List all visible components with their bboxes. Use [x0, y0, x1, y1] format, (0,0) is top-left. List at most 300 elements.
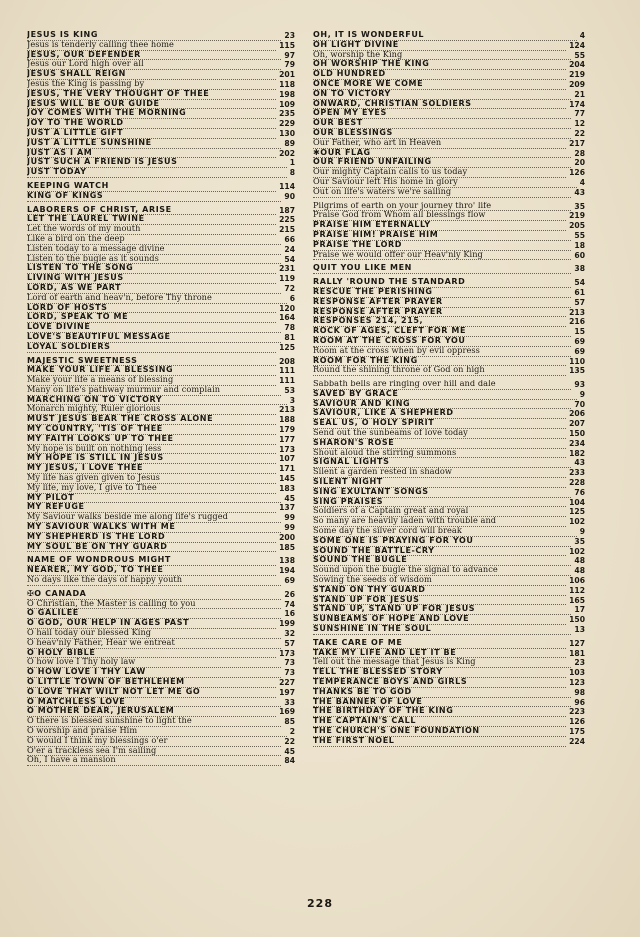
entry-page: 66: [284, 234, 295, 244]
entry-page: 183: [279, 483, 295, 493]
entry-page: 24: [284, 244, 295, 254]
entry-title: LOYAL SOLDIERS: [27, 343, 276, 353]
entry-title: SAVIOUR AND KING: [313, 400, 571, 410]
entry-page: 171: [279, 464, 295, 474]
index-entry: [27, 80, 295, 90]
index-entry: [313, 668, 585, 678]
entry-page: 215: [279, 225, 295, 235]
entry-title: JESUS IS KING: [27, 31, 281, 41]
entry-page: 69: [574, 336, 585, 346]
entry-page: 206: [569, 409, 585, 419]
index-entry: [313, 605, 585, 615]
index-entry: [27, 688, 295, 698]
entry-title: JOY COMES WITH THE MORNING: [27, 109, 276, 119]
entry-title: Listen today to a message divine: [27, 245, 281, 255]
index-entry: [27, 425, 295, 435]
entry-title: MY FAITH LOOKS UP TO THEE: [27, 435, 276, 445]
entry-page: 48: [574, 556, 585, 566]
entry-page: 219: [569, 70, 585, 80]
entry-title: O'er a trackless sea I'm sailing: [27, 747, 281, 757]
entry-title: LORD, AS WE PART: [27, 284, 281, 294]
entry-page: 198: [279, 89, 295, 99]
index-entry: [27, 215, 295, 225]
entry-page: 35: [574, 201, 585, 211]
entry-title: JUST A LITTLE GIFT: [27, 129, 276, 139]
entry-title: RESPONSES 214, 215,: [313, 317, 566, 327]
entry-title: THE FIRST NOEL: [313, 737, 566, 747]
entry-title: LET THE LAUREL TWINE: [27, 215, 276, 225]
entry-page: 98: [574, 687, 585, 697]
entry-page: 53: [284, 385, 295, 395]
entry-page: 89: [284, 138, 295, 148]
entry-title: QUIT YOU LIKE MEN: [313, 264, 571, 274]
entry-page: 9: [579, 527, 585, 537]
entry-page: 120: [279, 303, 295, 313]
entry-title: Our mighty Captain calls to us today: [313, 168, 566, 178]
index-entry: [27, 149, 295, 159]
index-entry: [27, 454, 295, 464]
entry-title: MUST JESUS BEAR THE CROSS ALONE: [27, 415, 276, 425]
index-entry: [313, 100, 585, 110]
index-entry: [313, 717, 585, 727]
entry-title: ROOM FOR THE KING: [313, 357, 566, 367]
entry-page: 97: [284, 50, 295, 60]
entry-page: 102: [569, 517, 585, 527]
index-entry: [27, 658, 295, 668]
entry-title: LOVE DIVINE: [27, 323, 281, 333]
entry-page: 23: [574, 658, 585, 668]
entry-page: 111: [279, 366, 295, 376]
entry-page: 219: [569, 211, 585, 221]
index-entry: [27, 60, 295, 70]
entry-title: MY REFUGE: [27, 503, 276, 513]
index-entry: [27, 225, 295, 235]
index-entry: [27, 543, 295, 553]
entry-page: 177: [279, 434, 295, 444]
entry-page: 223: [569, 707, 585, 717]
index-entry: [313, 337, 585, 347]
entry-title: LISTEN TO THE SONG: [27, 264, 276, 274]
index-entry: [27, 70, 295, 80]
index-entry: [313, 308, 585, 318]
entry-page: 104: [569, 497, 585, 507]
entry-page: 130: [279, 128, 295, 138]
index-entry: [313, 566, 585, 576]
entry-title: TAKE MY LIFE AND LET IT BE: [313, 649, 566, 659]
index-entry: [313, 70, 585, 80]
entry-title: JUST A LITTLE SUNSHINE: [27, 139, 281, 149]
entry-title: SUNBEAMS OF HOPE AND LOVE: [313, 615, 566, 625]
entry-page: 188: [279, 415, 295, 425]
index-entry: [27, 415, 295, 425]
entry-title: MY HOPE IS STILL IN JESUS: [27, 454, 276, 464]
index-entry: [313, 488, 585, 498]
entry-title: SIGNAL LIGHTS: [313, 458, 571, 468]
entry-title: Praise we would offer our Heav'nly King: [313, 251, 571, 261]
entry-page: 79: [284, 60, 295, 70]
entry-page: 217: [569, 138, 585, 148]
entry-title: Jesus our Lord high over all: [27, 60, 281, 70]
index-entry: [313, 327, 585, 337]
index-entry: [313, 129, 585, 139]
index-entry: [27, 566, 295, 576]
entry-title: SAVED BY GRACE: [313, 390, 577, 400]
entry-page: 109: [279, 99, 295, 109]
index-entry: [313, 80, 585, 90]
entry-page: 17: [574, 605, 585, 615]
entry-title: SING EXULTANT SONGS: [313, 488, 571, 498]
index-entry: [27, 756, 295, 766]
entry-title: JUST SUCH A FRIEND IS JESUS: [27, 158, 287, 168]
entry-page: 8: [289, 168, 295, 178]
index-entry: [313, 188, 585, 198]
entry-title: My life has given given to Jesus: [27, 474, 276, 484]
page-number: 228: [307, 897, 333, 910]
entry-title: MAJESTIC SWEETNESS: [27, 357, 276, 367]
entry-page: 70: [574, 399, 585, 409]
entry-page: 112: [569, 585, 585, 595]
entry-title: JOY TO THE WORLD: [27, 119, 276, 129]
index-entry: [27, 235, 295, 245]
entry-page: 182: [569, 448, 585, 458]
entry-page: 20: [574, 158, 585, 168]
index-entry: [313, 439, 585, 449]
entry-title: Lord of earth and heav'n, before Thy throne: [27, 294, 287, 304]
entry-page: 150: [569, 615, 585, 625]
entry-page: 126: [569, 717, 585, 727]
entry-page: 43: [574, 187, 585, 197]
index-entry: [27, 503, 295, 513]
entry-page: 224: [569, 736, 585, 746]
entry-page: 22: [574, 128, 585, 138]
entry-page: 213: [569, 307, 585, 317]
entry-page: 12: [574, 119, 585, 129]
entry-page: 81: [284, 332, 295, 342]
entry-title: Jesus the King is passing by: [27, 80, 276, 90]
entry-page: 233: [569, 468, 585, 478]
entry-title: RESPONSE AFTER PRAYER: [313, 298, 571, 308]
index-entry: [313, 615, 585, 625]
entry-title: JUST AS I AM: [27, 149, 276, 159]
entry-title: THE BIRTHDAY OF THE KING: [313, 707, 566, 717]
index-entry: [313, 60, 585, 70]
entry-title: Tell out the message that Jesus is King: [313, 658, 571, 668]
entry-title: O Christian, the Master is calling to you: [27, 600, 281, 610]
index-entry: [313, 211, 585, 221]
entry-title: O there is blessed sunshine to light the: [27, 717, 281, 727]
index-entry: [27, 678, 295, 688]
index-entry: [27, 304, 295, 314]
entry-page: 228: [569, 478, 585, 488]
entry-title: SUNSHINE IN THE SOUL: [313, 625, 571, 635]
entry-page: 227: [279, 678, 295, 687]
entry-title: JESUS, OUR DEFENDER: [27, 51, 281, 61]
entry-title: ✠O CANADA: [27, 590, 281, 600]
entry-page: 21: [574, 89, 585, 99]
entry-title: KING OF KINGS: [27, 192, 281, 202]
index-entry: [27, 737, 295, 747]
entry-title: O worship and praise Him: [27, 727, 287, 737]
index-entry: [27, 556, 295, 566]
entry-title: SAVIOUR, LIKE A SHEPHERD: [313, 409, 566, 419]
entry-page: 175: [569, 726, 585, 736]
index-entry: [313, 139, 585, 149]
entry-title: THE BANNER OF LOVE: [313, 698, 571, 708]
index-entry: [27, 192, 295, 202]
entry-title: MY SOUL BE ON THY GUARD: [27, 543, 276, 553]
entry-title: PRAISE THE LORD: [313, 241, 571, 251]
entry-page: 76: [574, 487, 585, 497]
index-entry: [27, 284, 295, 294]
entry-title: LIVING WITH JESUS: [27, 274, 276, 284]
entry-page: 114: [279, 181, 295, 191]
entry-page: 225: [279, 215, 295, 225]
index-entry: [27, 576, 295, 586]
entry-page: 111: [279, 376, 295, 386]
index-entry: [313, 31, 585, 41]
entry-page: 85: [284, 717, 295, 727]
entry-page: 77: [574, 109, 585, 119]
index-entry: [27, 119, 295, 129]
entry-page: 55: [574, 230, 585, 240]
entry-title: RALLY 'ROUND THE STANDARD: [313, 278, 571, 288]
entry-page: 33: [284, 697, 295, 707]
index-entry: [27, 523, 295, 533]
index-entry: [313, 149, 585, 159]
index-entry: [313, 468, 585, 478]
index-entry: [27, 513, 295, 523]
index-entry: [27, 435, 295, 445]
entry-page: 15: [574, 327, 585, 337]
index-entry: [27, 274, 295, 284]
index-entry: [313, 221, 585, 231]
entry-title: STAND UP, STAND UP FOR JESUS: [313, 605, 571, 615]
index-entry: [27, 445, 295, 455]
entry-title: SILENT NIGHT: [313, 478, 566, 488]
entry-title: ROCK OF AGES, CLEFT FOR ME: [313, 327, 571, 337]
entry-page: 123: [569, 678, 585, 687]
index-entry: [313, 231, 585, 241]
entry-page: 102: [569, 546, 585, 556]
entry-title: RESPONSE AFTER PRAYER: [313, 308, 566, 318]
entry-page: 90: [284, 191, 295, 201]
entry-page: 45: [284, 746, 295, 756]
entry-title: LABORERS OF CHRIST, ARISE: [27, 206, 276, 216]
entry-title: LOVE'S BEAUTIFUL MESSAGE: [27, 333, 281, 343]
entry-title: KEEPING WATCH: [27, 182, 276, 192]
index-entry: [27, 139, 295, 149]
index-entry: [313, 51, 585, 61]
index-entry: [313, 429, 585, 439]
entry-title: Praise God from Whom all blessings flow: [313, 211, 566, 221]
index-entry: [313, 409, 585, 419]
entry-page: 32: [284, 629, 295, 639]
index-entry: [27, 41, 295, 51]
index-entry: [27, 206, 295, 216]
index-entry: [27, 619, 295, 629]
index-entry: [313, 41, 585, 51]
entry-title: STAND UP FOR JESUS: [313, 596, 566, 606]
entry-page: 6: [289, 293, 295, 303]
entry-title: ROOM AT THE CROSS FOR YOU: [313, 337, 571, 347]
entry-title: Round the shining throne of God on high: [313, 366, 566, 376]
entry-page: 234: [569, 438, 585, 448]
index-entry: [313, 347, 585, 357]
entry-page: 26: [284, 589, 295, 599]
index-entry: [313, 419, 585, 429]
entry-title: NAME OF WONDROUS MIGHT: [27, 556, 276, 566]
entry-page: 135: [569, 366, 585, 376]
entry-title: LORD, SPEAK TO ME: [27, 313, 276, 323]
entry-title: JESUS WILL BE OUR GUIDE: [27, 100, 276, 110]
entry-page: 69: [574, 346, 585, 356]
entry-title: TELL THE BLESSED STORY: [313, 668, 566, 678]
entry-page: 35: [574, 536, 585, 546]
index-entry: [313, 178, 585, 188]
entry-title: My Saviour walks beside me along life's rugged: [27, 513, 281, 523]
index-entry: [313, 678, 585, 688]
entry-page: 205: [569, 221, 585, 231]
entry-page: 57: [284, 638, 295, 648]
entry-title: PRAISE HIM! PRAISE HIM: [313, 231, 571, 241]
entry-title: O LOVE THAT WILT NOT LET ME GO: [27, 688, 276, 698]
entry-title: SING PRAISES: [313, 498, 566, 508]
entry-title: JESUS SHALL REIGN: [27, 70, 276, 80]
index-entry: [27, 343, 295, 353]
entry-title: O HOLY BIBLE: [27, 649, 276, 659]
entry-page: 164: [279, 313, 295, 323]
entry-title: O MOTHER DEAR, JERUSALEM: [27, 707, 276, 717]
index-entry: [313, 688, 585, 698]
index-entry: [27, 717, 295, 727]
index-entry: [313, 158, 585, 168]
entry-page: 4: [579, 177, 585, 187]
index-entry: [313, 698, 585, 708]
index-entry: [313, 639, 585, 649]
entry-title: My life, my love, I give to Thee: [27, 484, 276, 494]
entry-title: My hope is built on nothing less: [27, 445, 276, 455]
entry-page: 174: [569, 99, 585, 109]
entry-title: MY COUNTRY, 'TIS OF THEE: [27, 425, 276, 435]
entry-title: MY PILOT: [27, 494, 281, 504]
entry-title: MY JESUS, I LOVE THEE: [27, 464, 276, 474]
index-entry: [313, 390, 585, 400]
index-entry: [313, 527, 585, 537]
entry-page: 3: [289, 395, 295, 405]
entry-page: 99: [284, 513, 295, 523]
entry-page: 125: [569, 507, 585, 517]
entry-title: Let the words of my mouth: [27, 225, 276, 235]
entry-page: 115: [279, 40, 295, 50]
entry-title: Shout aloud the stirring summons: [313, 449, 566, 459]
entry-page: 185: [279, 542, 295, 552]
entry-title: Send out the sunbeams of love today: [313, 429, 566, 439]
index-entry: [313, 556, 585, 566]
index-entry: [313, 478, 585, 488]
entry-page: 72: [284, 283, 295, 293]
entry-title: OUR FRIEND UNFAILING: [313, 158, 571, 168]
entry-title: THE CAPTAIN'S CALL: [313, 717, 566, 727]
entry-page: 78: [284, 323, 295, 333]
entry-page: 125: [279, 342, 295, 352]
index-entry: [27, 357, 295, 367]
index-entry: [27, 51, 295, 61]
entry-title: Sowing the seeds of wisdom: [313, 576, 566, 586]
entry-page: 13: [574, 625, 585, 635]
entry-page: 1: [289, 158, 295, 168]
entry-page: 99: [284, 523, 295, 533]
index-entry: [27, 90, 295, 100]
entry-title: No days like the days of happy youth: [27, 576, 281, 586]
entry-title: Many on life's pathway murmur and complain: [27, 386, 281, 396]
index-entry: [27, 396, 295, 406]
index-entry: [27, 294, 295, 304]
entry-title: Pilgrims of earth on your journey thro' life: [313, 202, 571, 212]
index-entry: [313, 366, 585, 376]
right-column: [313, 31, 585, 747]
entry-page: 73: [284, 668, 295, 678]
index-entry: [313, 537, 585, 547]
entry-title: LORD OF HOSTS: [27, 304, 276, 314]
index-entry: [27, 494, 295, 504]
index-entry: [313, 241, 585, 251]
index-entry: [27, 366, 295, 376]
entry-title: MARCHING ON TO VICTORY: [27, 396, 287, 406]
entry-title: Sound upon the bugle the signal to advance: [313, 566, 571, 576]
entry-title: SEAL US, O HOLY SPIRIT: [313, 419, 566, 429]
entry-title: O HOW LOVE I THY LAW: [27, 668, 281, 678]
entry-page: 127: [569, 638, 585, 648]
entry-title: THANKS BE TO GOD: [313, 688, 571, 698]
index-entry: [27, 639, 295, 649]
entry-page: 96: [574, 697, 585, 707]
index-entry: [313, 498, 585, 508]
index-entry: [313, 278, 585, 288]
entry-page: 93: [574, 380, 585, 390]
index-entry: [313, 357, 585, 367]
entry-page: 28: [574, 148, 585, 158]
entry-title: Room at the cross when by evil oppress: [313, 347, 571, 357]
entry-page: 69: [284, 576, 295, 586]
index-entry: [313, 90, 585, 100]
index-entry: [313, 458, 585, 468]
entry-title: Some day the silver cord will break: [313, 527, 577, 537]
entry-page: 187: [279, 205, 295, 215]
entry-title: O heav'nly Father, Hear we entreat: [27, 639, 281, 649]
index-entry: [313, 658, 585, 668]
index-entry: [27, 609, 295, 619]
index-entry: [27, 333, 295, 343]
entry-title: Monarch mighty, Ruler glorious: [27, 405, 276, 415]
entry-title: So many are heavily laden with trouble and: [313, 517, 566, 527]
entry-title: Silent a garden rested in shadow: [313, 468, 566, 478]
entry-page: 200: [279, 532, 295, 542]
entry-page: 173: [279, 648, 295, 658]
entry-page: 118: [279, 79, 295, 89]
entry-title: OLD HUNDRED: [313, 70, 566, 80]
entry-title: RESCUE THE PERISHING: [313, 288, 571, 298]
entry-title: O GALILEE: [27, 609, 281, 619]
entry-page: 55: [574, 50, 585, 60]
entry-title: Make your life a means of blessing: [27, 376, 276, 386]
index-entry: [313, 264, 585, 274]
index-entry: [27, 245, 295, 255]
index-entry: [27, 590, 295, 600]
entry-page: 124: [569, 40, 585, 50]
entry-title: Oh, I have a mansion: [27, 756, 281, 766]
entry-page: 23: [284, 31, 295, 40]
entry-page: 181: [569, 648, 585, 658]
